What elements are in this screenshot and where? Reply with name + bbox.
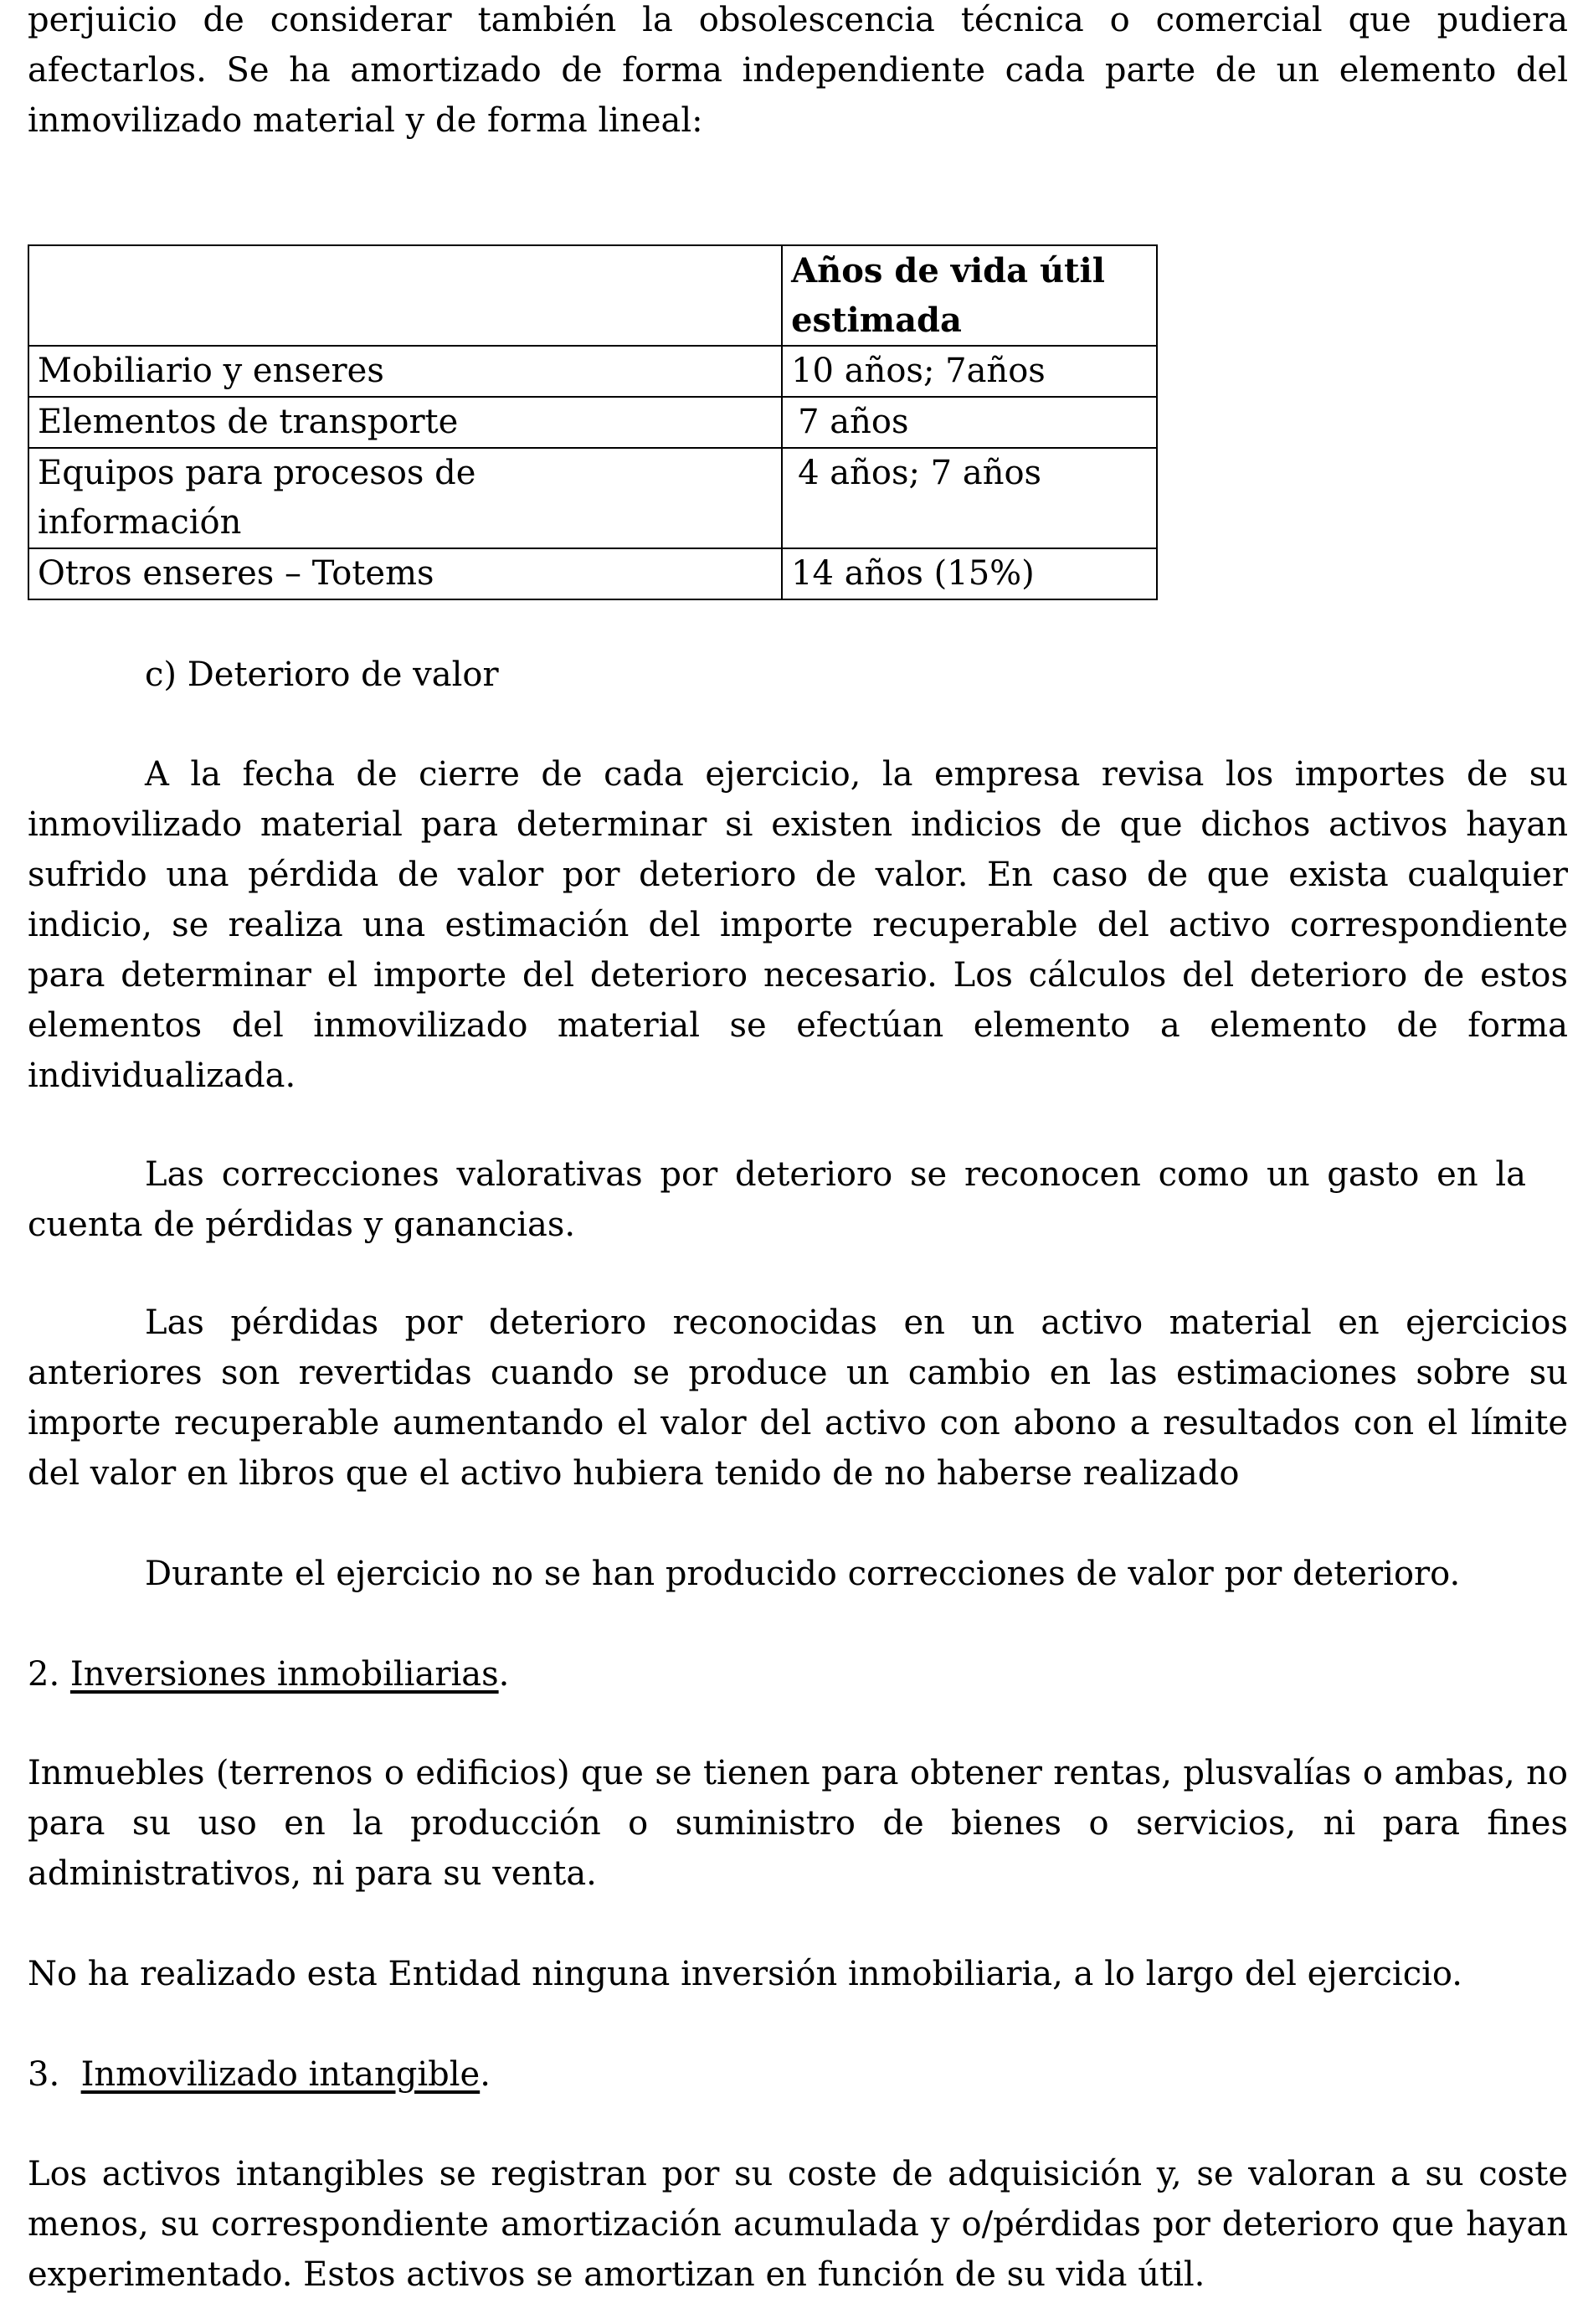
table-header-years: Años de vida útil estimada [782,245,1157,346]
inversiones-paragraph-1: Inmuebles (terrenos o edificios) que se tienen para obtener rentas, plusvalías o ambas, no para su uso en la producción o suministro de bienes o servicios, ni para fines administrativos, ni para su venta. [28,1754,1568,1893]
section-2-number: 2. [28,1655,60,1694]
deterioro-paragraph-1: A la fecha de cierre de cada ejercicio, la empresa revisa los importes de su inmovilizado material para determinar si existen indicios de que dichos activos hayan sufrido una pérdida de valor por deterioro de valor. En caso de que exista cualquier indicio, se realiza una estimación del importe recuperable del activo correspondiente para determinar el importe del deterioro necesario. Los cálculos del deterioro de estos elementos del inmovilizado material se efectúan elemento a elemento de forma individualizada. [28,755,1568,1095]
intangible-paragraph-1: Los activos intangibles se registran por su coste de adquisición y, se valoran a su coste menos, su correspondiente amortización acumulada y o/pérdidas por deterioro que hayan experimentado. Estos activos se amortizan en función de su vida útil. [28,2155,1568,2294]
table-row [28,548,1157,599]
intro-paragraph [28,0,1568,146]
useful-life-table [28,244,1158,600]
deterioro-heading: c) Deterioro de valor [145,656,499,694]
deterioro-paragraph-3: Las pérdidas por deterioro reconocidas en un activo material en ejercicios anteriores son revertidas cuando se produce un cambio en las estimaciones sobre su importe recuperable aumentando el valor del activo con abono a resultados con el límite del valor en libros que el activo hubiera tenido de no haberse realizado [28,1303,1568,1493]
intro-line-2: afectarlos. Se ha amortizado de forma independiente cada parte de un elemento del [28,51,1568,90]
table-cell-item: Mobiliario y enseres [28,346,782,397]
section-2-title: Inversiones inmobiliarias [69,1655,499,1694]
deterioro-paragraph-2: Las correcciones valorativas por deterioro se reconocen como un gasto en la cuenta de pérdidas y ganancias. [28,1155,1526,1244]
intro-line-3: inmovilizado material y de forma lineal: [28,101,703,140]
deterioro-paragraph-4: Durante el ejercicio no se han producido correcciones de valor por deterioro. [145,1555,1461,1593]
table-cell-years: 10 años; 7años [782,346,1157,397]
table-header-empty-cell [28,245,782,346]
table-row [28,397,1157,448]
section-3-title: Inmovilizado intangible [80,2055,481,2094]
intro-line-1: perjuicio de considerar también la obsolescencia técnica o comercial que pudiera [28,1,1568,39]
table-row [28,448,1157,548]
table-row [28,346,1157,397]
section-2-heading: 2. Inversiones inmobiliarias. [28,1655,510,1694]
section-3-heading: 3. Inmovilizado intangible. [28,2055,491,2094]
inversiones-paragraph-2: No ha realizado esta Entidad ninguna inversión inmobiliaria, a lo largo del ejercicio. [28,1955,1462,1993]
section-3-number: 3. [28,2055,60,2094]
table-cell-years: 4 años; 7 años [782,448,1157,548]
table-cell-item: Elementos de transporte [28,397,782,448]
table-cell-item: Equipos para procesos de información [28,448,782,548]
table-header-row [28,245,1157,346]
table-cell-item: Otros enseres – Totems [28,548,782,599]
table-cell-years: 14 años (15%) [782,548,1157,599]
table-cell-years: 7 años [782,397,1157,448]
